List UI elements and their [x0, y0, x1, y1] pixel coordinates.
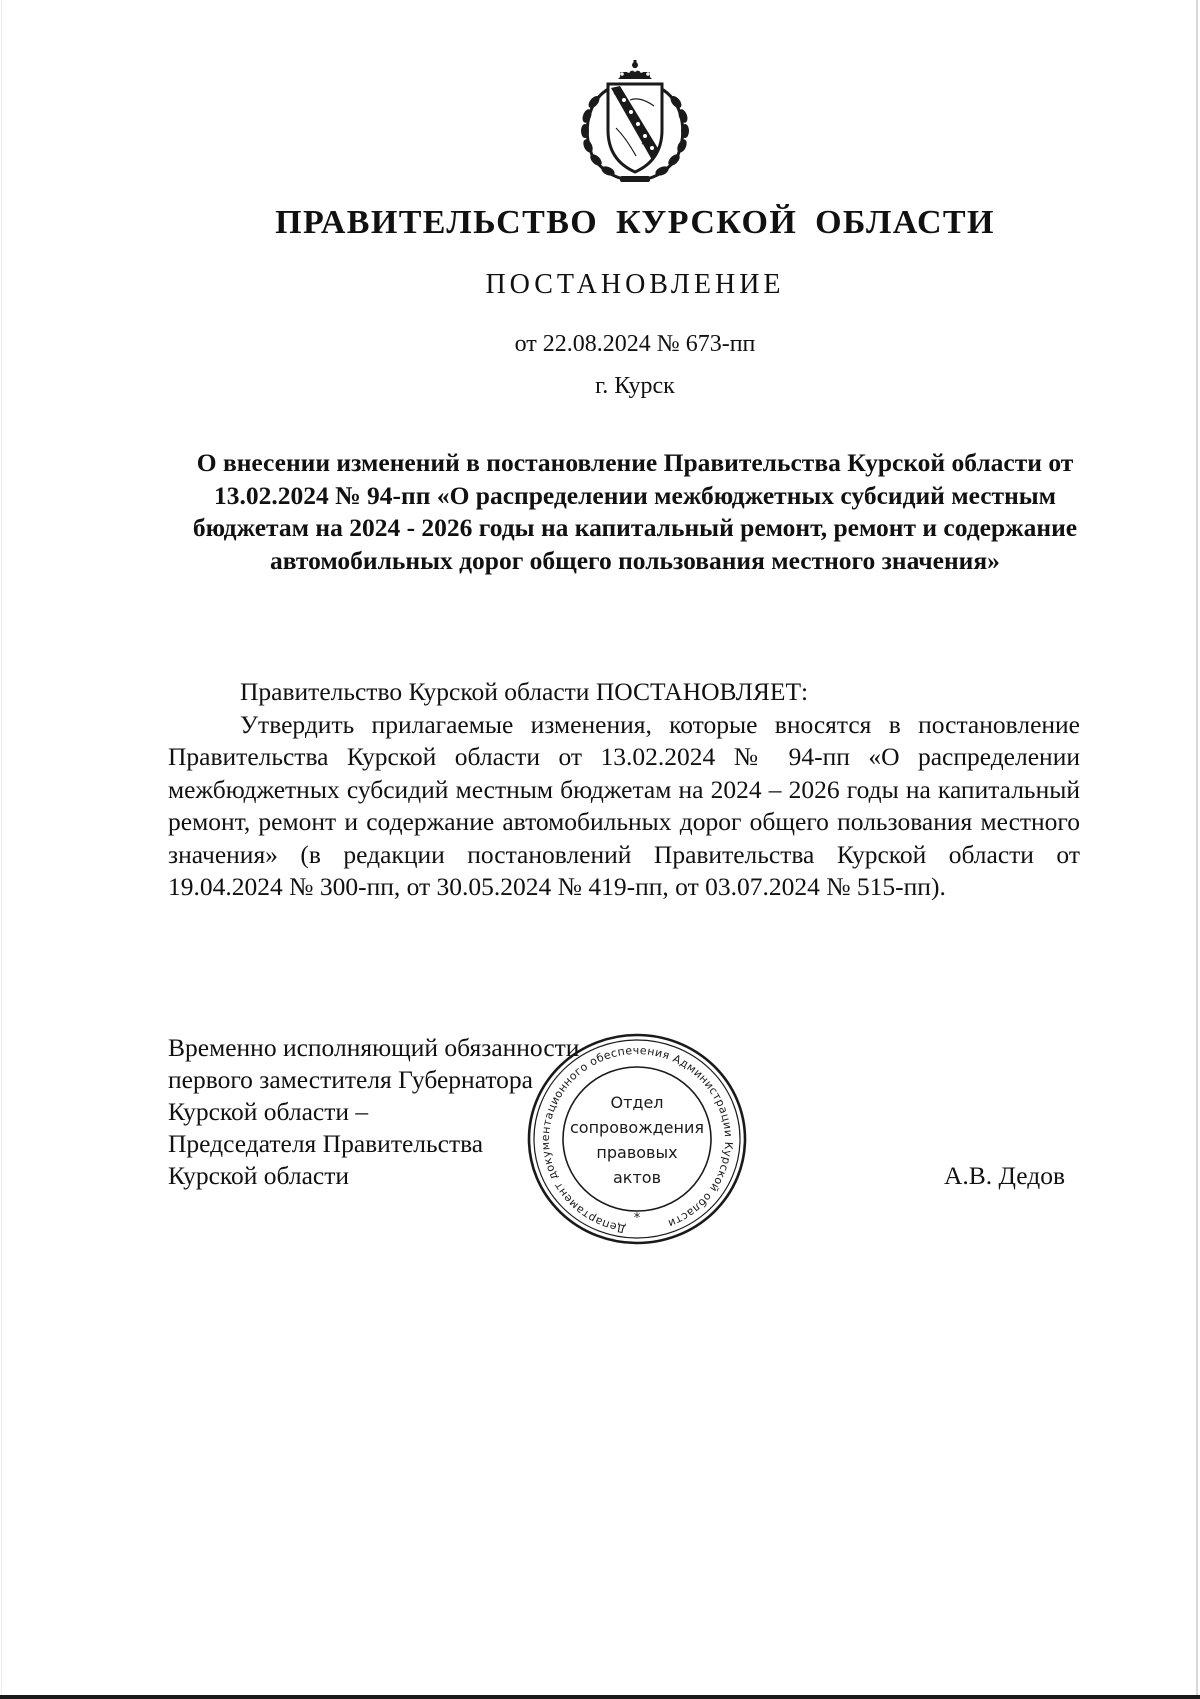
government-title: ПРАВИТЕЛЬСТВО КУРСКОЙ ОБЛАСТИ: [275, 204, 995, 241]
stamp-star: *: [633, 1211, 641, 1226]
body-paragraph-approve: Утвердить прилагаемые изменения, которые вносятся в постановление Правительства Курской области от 13.02.2024 № 94-пп «О распределении межбюджетных субсидий местным бюджетам на 2024 – 2026 годы на капитальный ремонт, ремонт и содержание автомобильных дорог общего пользования местного значения» (в редакции постановлений Правительства Курской области от 19.04.2024 № 300-пп, от 30.05.2024 № 419-пп, от 03.07.2024 № 515-пп).: [168, 709, 1080, 901]
signature-line: Председателя Правительства: [168, 1129, 484, 1158]
document-body: [168, 676, 1080, 904]
kursk-coat-of-arms-icon: [570, 60, 700, 190]
stamp-ring-text: Департамент документационного обеспечения Администрации Курской области: [538, 1043, 736, 1236]
stamp-center-line: Отдел: [610, 1093, 664, 1112]
page-right-edge: [1196, 0, 1198, 1699]
document-heading: О внесении изменений в постановление Правительства Курской области от 13.02.2024 № 94-пп «О распределении межбюджетных субсидий местным бюджетам на 2024 - 2026 годы на капитальный ремонт, ремонт и содержание автомобильных дорог общего пользования местного значения»: [192, 448, 1078, 575]
signer-name: А.В. Дедов: [944, 1161, 1066, 1190]
svg-text:Департамент документационного: [539, 1044, 735, 1235]
document-date-number: от 22.08.2024 № 673-пп: [514, 331, 756, 357]
stamp-center-line: актов: [612, 1168, 662, 1187]
body-paragraph-resolves: Правительство Курской области ПОСТАНОВЛЯЕТ:: [240, 677, 809, 706]
signature-line: Временно исполняющий обязанности: [168, 1033, 580, 1062]
stamp-center-line: правовых: [596, 1143, 678, 1162]
page-bottom-border: [0, 1695, 1200, 1699]
document-city: г. Курск: [595, 373, 675, 399]
signature-line: Курской области –: [168, 1097, 369, 1126]
document-type: ПОСТАНОВЛЕНИЕ: [485, 269, 785, 300]
official-stamp: [524, 1026, 750, 1246]
page-left-edge: [1, 0, 2, 1699]
signature-line: Курской области: [168, 1161, 350, 1190]
signature-line: первого заместителя Губернатора: [168, 1065, 533, 1094]
stamp-center-line: сопровождения: [569, 1118, 705, 1137]
